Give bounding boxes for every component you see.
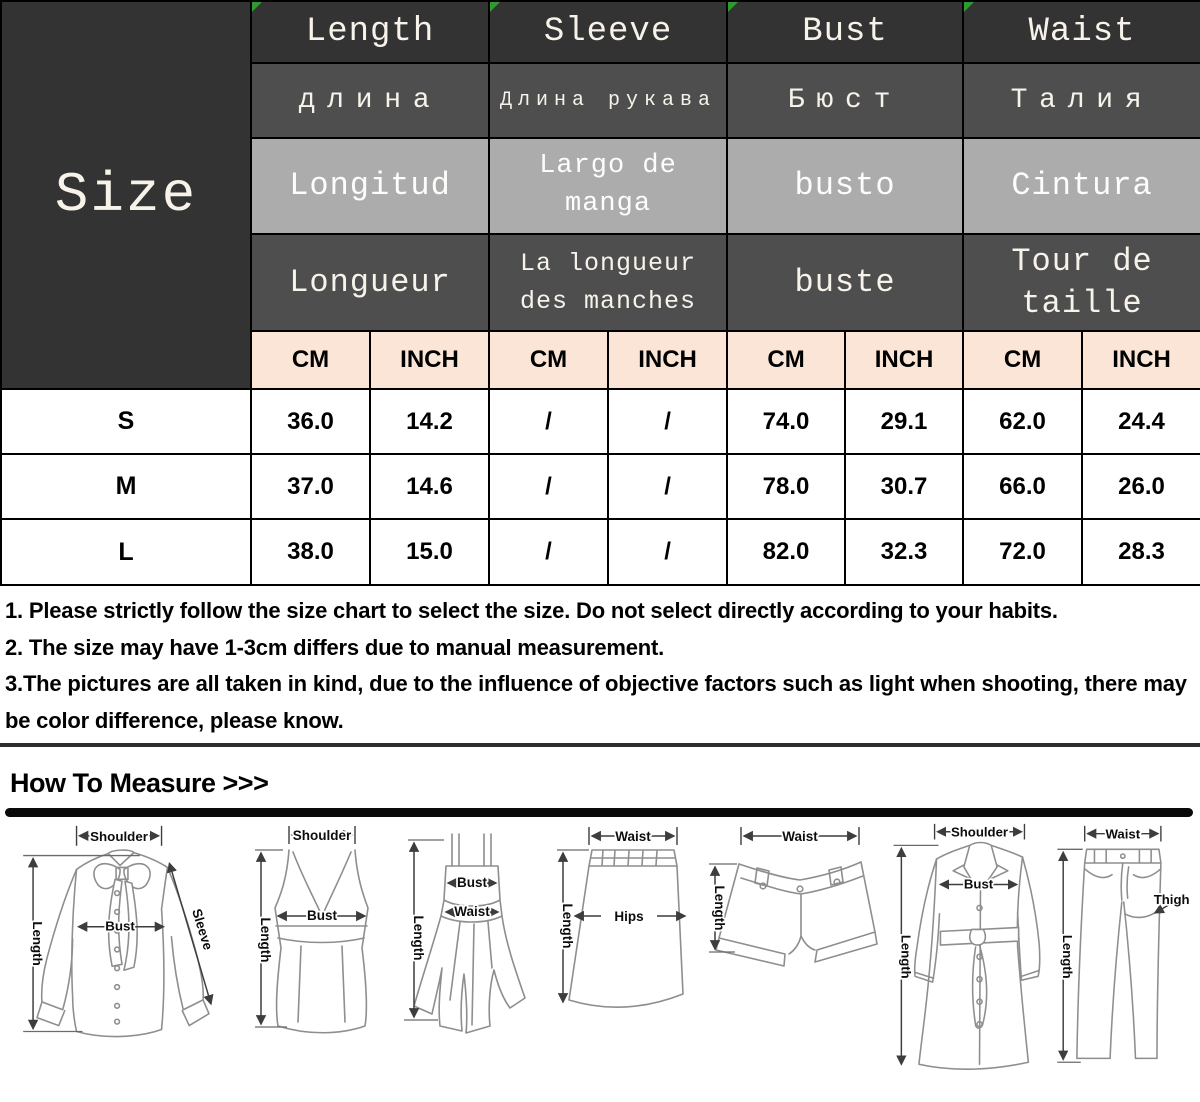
table-row-l <box>1 519 1200 585</box>
skirt-waistband <box>589 850 677 866</box>
how-to-measure-diagrams <box>0 820 1200 1074</box>
sketch-shorts <box>703 820 878 1055</box>
es-sleeve-cell: Largo de manga <box>489 138 727 234</box>
pants-waistband <box>1085 849 1161 863</box>
label-length: Length <box>1060 934 1076 979</box>
col-header-waist-label: Waist <box>1028 13 1136 51</box>
dress-folds <box>450 922 492 1025</box>
data-cell: 38.0 <box>251 519 370 585</box>
dress-straps <box>452 834 491 866</box>
pants-fly <box>1121 863 1128 900</box>
data-cell: 74.0 <box>727 389 845 454</box>
label-waist: Waist <box>615 829 651 844</box>
col-header-length-label: Length <box>305 13 435 51</box>
es-length-cell: Longitud <box>251 138 489 234</box>
fr-sleeve-cell: La longueur des manches <box>489 234 727 331</box>
row-size-label: L <box>1 519 251 585</box>
label-length: Length <box>712 885 727 931</box>
unit-cell: CM <box>489 331 608 389</box>
label-length: Length <box>560 903 575 949</box>
col-header-length <box>251 1 489 63</box>
sketch-coat <box>878 820 1040 1074</box>
section-divider <box>0 743 1200 747</box>
label-length: Length <box>411 915 426 961</box>
col-header-waist <box>963 1 1200 63</box>
sketch-skirt <box>545 820 695 1055</box>
shorts-left-leg <box>716 864 801 966</box>
fr-waist-cell: Tour de taille <box>963 234 1200 331</box>
tank-outline <box>275 850 368 1033</box>
unit-cell: CM <box>251 331 370 389</box>
data-cell: / <box>608 454 727 519</box>
table-row-s <box>1 389 1200 454</box>
col-header-sleeve <box>489 1 727 63</box>
unit-cell: INCH <box>1082 331 1200 389</box>
size-header-cell <box>1 1 251 389</box>
green-corner-flag-icon <box>728 2 738 12</box>
row-size-label: M <box>1 454 251 519</box>
data-cell: / <box>489 519 608 585</box>
label-bust: Bust <box>307 908 337 923</box>
unit-cell: INCH <box>370 331 489 389</box>
tank-seams <box>276 926 367 1022</box>
green-corner-flag-icon <box>964 2 974 12</box>
data-cell: 30.7 <box>845 454 963 519</box>
note-line-3: 3.The pictures are all taken in kind, due to the influence of objective factors such as light when shooting, there may be color difference, please know. <box>5 671 1187 733</box>
shorts-buttons <box>760 879 840 892</box>
green-corner-flag-icon <box>252 2 262 12</box>
data-cell: 14.6 <box>370 454 489 519</box>
label-bust: Bust <box>457 875 487 890</box>
data-cell: 26.0 <box>1082 454 1200 519</box>
label-bust: Bust <box>963 876 994 892</box>
data-cell: 29.1 <box>845 389 963 454</box>
data-cell: 15.0 <box>370 519 489 585</box>
ru-length-cell: длина <box>251 63 489 138</box>
data-cell: 66.0 <box>963 454 1082 519</box>
data-cell: / <box>489 454 608 519</box>
size-label: Size <box>54 163 198 227</box>
row-size-label: S <box>1 389 251 454</box>
data-cell: 32.3 <box>845 519 963 585</box>
label-bust: Bust <box>105 918 135 934</box>
table-row-m <box>1 454 1200 519</box>
data-cell: 37.0 <box>251 454 370 519</box>
shorts-waistband <box>739 862 863 894</box>
sketch-blouse <box>12 820 234 1074</box>
skirt-body <box>569 866 683 1007</box>
es-bust-cell: busto <box>727 138 963 234</box>
unit-cell: CM <box>963 331 1082 389</box>
data-cell: 82.0 <box>727 519 845 585</box>
header-row-english <box>1 1 1200 63</box>
how-to-measure-heading: How To Measure >>> <box>10 768 269 798</box>
label-waist: Waist <box>454 904 490 919</box>
unit-cell: INCH <box>845 331 963 389</box>
label-length: Length <box>30 921 46 966</box>
data-cell: 36.0 <box>251 389 370 454</box>
label-thigh: Thigh <box>1153 892 1190 908</box>
es-waist-cell: Cintura <box>963 138 1200 234</box>
ru-waist-cell: Талия <box>963 63 1200 138</box>
data-cell: 72.0 <box>963 519 1082 585</box>
pants-pockets <box>1085 869 1161 878</box>
heading-underline-bar <box>5 808 1193 817</box>
coat-belt-knot <box>970 929 986 945</box>
label-shoulder: Shoulder <box>950 824 1009 840</box>
unit-cell: CM <box>727 331 845 389</box>
ru-sleeve-cell: Длина рукава <box>489 63 727 138</box>
pants-thigh-arc <box>1125 913 1155 918</box>
fr-length-cell: Longueur <box>251 234 489 331</box>
sketch-dress <box>398 820 540 1055</box>
label-waist: Waist <box>782 829 818 844</box>
sketch-tank-top <box>245 820 397 1060</box>
data-cell: / <box>489 389 608 454</box>
note-line-2: 2. The size may have 1-3cm differs due to manual measurement. <box>5 634 665 660</box>
data-cell: / <box>608 519 727 585</box>
shorts-belt-tabs <box>755 867 843 886</box>
data-cell: 78.0 <box>727 454 845 519</box>
data-cell: 24.4 <box>1082 389 1200 454</box>
label-hips: Hips <box>614 909 644 924</box>
coat-shoulders <box>937 845 1023 859</box>
dress-skirt <box>414 916 525 1033</box>
note-line-1: 1. Please strictly follow the size chart to select the size. Do not select directly according to your habits. <box>5 598 1058 623</box>
pants-left-leg <box>1077 863 1122 1058</box>
data-cell: 28.3 <box>1082 519 1200 585</box>
ru-bust-cell: Бюст <box>727 63 963 138</box>
col-header-sleeve-label: Sleeve <box>543 13 673 51</box>
fr-bust-cell: buste <box>727 234 963 331</box>
blouse-collar <box>108 850 134 865</box>
unit-cell: INCH <box>608 331 727 389</box>
label-shoulder: Shoulder <box>90 828 148 844</box>
sketch-pants <box>1046 820 1190 1074</box>
pants-button <box>1121 854 1125 858</box>
col-header-bust <box>727 1 963 63</box>
label-length: Length <box>258 917 273 963</box>
label-sleeve: Sleeve <box>189 906 216 952</box>
data-cell: / <box>608 389 727 454</box>
data-cell: 14.2 <box>370 389 489 454</box>
col-header-bust-label: Bust <box>802 13 888 51</box>
label-shoulder: Shoulder <box>292 828 352 843</box>
notes-block <box>0 586 1200 739</box>
data-cell: 62.0 <box>963 389 1082 454</box>
green-corner-flag-icon <box>490 2 500 12</box>
label-length: Length <box>898 934 914 979</box>
label-waist: Waist <box>1105 826 1141 842</box>
tank-vneck <box>293 852 351 916</box>
